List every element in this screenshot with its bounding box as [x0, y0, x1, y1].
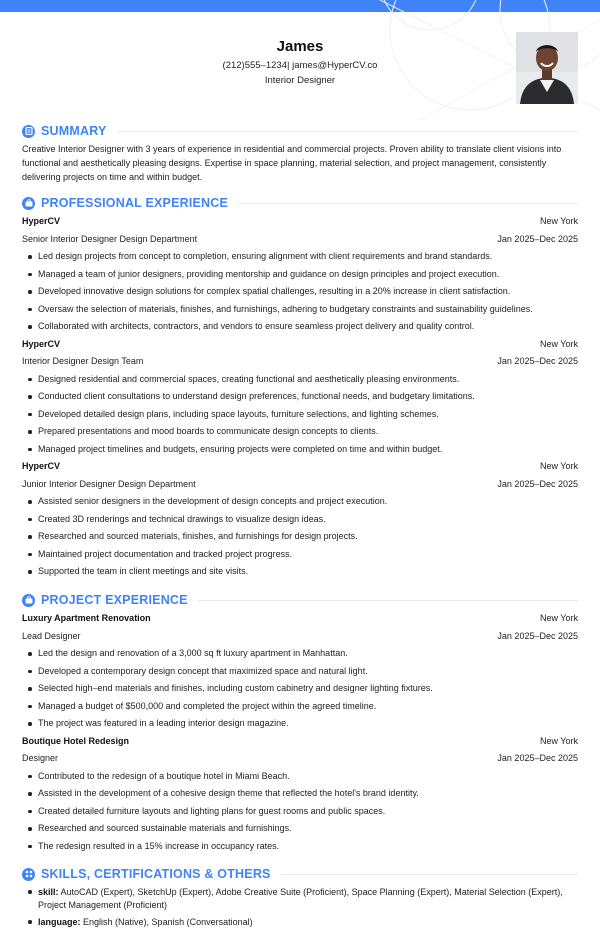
project-bullet: Led the design and renovation of a 3,000 sq ft luxury apartment in Manhattan.: [22, 645, 578, 663]
project-role: Lead Designer: [22, 630, 81, 641]
job-dates: Jan 2025–Dec 2025: [497, 233, 578, 244]
project-bullet: The project was featured in a leading interior design magazine.: [22, 715, 578, 733]
job-bullet: Managed a team of junior designers, providing mentorship and guidance on design principles and project execution.: [22, 266, 578, 284]
project-bullet: Researched and sourced sustainable materials and furnishings.: [22, 820, 578, 838]
job-entry: [22, 458, 578, 581]
job-bullet: Prepared presentations and mood boards to communicate design concepts to clients.: [22, 423, 578, 441]
job-bullet: Designed residential and commercial spaces, creating functional and aesthetically pleasing environments.: [22, 371, 578, 389]
project-bullet: Developed a contemporary design concept that maximized space and natural light.: [22, 663, 578, 681]
job-bullet: Collaborated with architects, contractors, and vendors to ensure seamless project delivery and quality control.: [22, 318, 578, 336]
job-bullet: Managed project timelines and budgets, ensuring projects were completed on time and within budget.: [22, 441, 578, 459]
project-name: Luxury Apartment Renovation: [22, 613, 151, 623]
job-bullet: Created 3D renderings and technical drawings to visualize design ideas.: [22, 511, 578, 529]
summary-heading: SUMMARY: [41, 124, 107, 138]
job-bullet: Supported the team in client meetings and site visits.: [22, 563, 578, 581]
project-entry: [22, 733, 578, 856]
project-icon: [22, 594, 35, 607]
job-location: New York: [539, 338, 578, 349]
project-dates: Jan 2025–Dec 2025: [497, 753, 578, 763]
language-value: English (Native), Spanish (Conversational): [83, 917, 253, 927]
company-name: HyperCV: [22, 216, 61, 226]
project-dates: Jan 2025–Dec 2025: [497, 630, 578, 641]
resume-header: [0, 38, 600, 87]
section-divider: [238, 203, 578, 204]
job-bullet: Oversaw the selection of materials, finishes, and furnishings, adhering to budgetary constraints and sustainability guidelines.: [22, 301, 578, 319]
skills-icon: [22, 868, 35, 881]
language-item: [22, 914, 578, 931]
project-bullet: The redesign resulted in a 15% increase in occupancy rates.: [22, 838, 578, 856]
job-bullet: Developed innovative design solutions for complex spatial challenges, resulting in a 20% increase in client satisfaction.: [22, 283, 578, 301]
profile-photo: [516, 32, 578, 104]
candidate-name: James: [276, 38, 324, 55]
project-entry: [22, 610, 578, 733]
skill-item: [22, 884, 578, 914]
skill-value: AutoCAD (Expert), SketchUp (Expert), Adobe Creative Suite (Proficient), Space Planning (Expert), Material Selection (Expert), Project Management (Proficient): [38, 887, 563, 910]
job-role: Senior Interior Designer Design Department: [22, 233, 198, 244]
section-divider: [198, 600, 578, 601]
section-divider: [281, 874, 578, 875]
project-bullet: Managed a budget of $500,000 and completed the project within the agreed timeline.: [22, 698, 578, 716]
job-title: Interior Designer: [264, 75, 336, 86]
project-bullet: Contributed to the redesign of a boutique hotel in Miami Beach.: [22, 768, 578, 786]
job-role: Interior Designer Design Team: [22, 356, 144, 366]
job-bullet: Led design projects from concept to completion, ensuring alignment with client requirements and brand standards.: [22, 248, 578, 266]
summary-icon: [22, 125, 35, 138]
job-entry: [22, 213, 578, 336]
projects-heading: PROJECT EXPERIENCE: [41, 593, 188, 607]
job-bullet: Researched and sourced materials, finishes, and furnishings for design projects.: [22, 528, 578, 546]
project-bullet: Created detailed furniture layouts and lighting plans for guest rooms and public spaces.: [22, 803, 578, 821]
briefcase-icon: [22, 197, 35, 210]
project-role: Designer: [22, 753, 59, 763]
skills-heading: SKILLS, CERTIFICATIONS & OTHERS: [41, 867, 271, 881]
job-bullet: Assisted senior designers in the development of design concepts and project execution.: [22, 493, 578, 511]
project-location: New York: [539, 613, 578, 623]
job-entry: [22, 336, 578, 459]
skills-section: [22, 866, 578, 931]
skill-label: skill:: [38, 887, 59, 897]
job-location: New York: [539, 216, 578, 226]
language-label: language:: [38, 917, 81, 927]
job-dates: Jan 2025–Dec 2025: [497, 478, 578, 489]
project-location: New York: [539, 735, 578, 746]
project-bullet: Assisted in the development of a cohesive design theme that reflected the hotel's brand identity.: [22, 785, 578, 803]
summary-text: Creative Interior Designer with 3 years of experience in residential and commercial projects. Proven ability to translate client visions into functional and aesthetically pleasing designs. Expertise in space planning, material selection, and project management, consistently delivering projects on time and within budget.: [22, 144, 562, 182]
experience-section: [22, 195, 578, 581]
job-dates: Jan 2025–Dec 2025: [497, 356, 578, 366]
project-bullet: Selected high–end materials and finishes, including custom cabinetry and designer lighting fixtures.: [22, 680, 578, 698]
contact-info: (212)555–1234| james@HyperCV.co: [222, 60, 378, 71]
job-bullet: Developed detailed design plans, including space layouts, furniture selections, and lighting schemes.: [22, 406, 578, 424]
project-name: Boutique Hotel Redesign: [22, 735, 130, 746]
top-accent-bar: [0, 0, 600, 12]
company-name: HyperCV: [22, 461, 61, 471]
company-name: HyperCV: [22, 338, 61, 349]
job-bullet: Maintained project documentation and tracked project progress.: [22, 546, 578, 564]
job-location: New York: [539, 461, 578, 471]
job-role: Junior Interior Designer Design Department: [22, 478, 196, 489]
section-divider: [117, 131, 578, 132]
job-bullet: Conducted client consultations to understand design preferences, functional needs, and budgetary limitations.: [22, 388, 578, 406]
projects-section: [22, 592, 578, 855]
summary-section: [22, 123, 578, 184]
experience-heading: PROFESSIONAL EXPERIENCE: [41, 196, 229, 210]
